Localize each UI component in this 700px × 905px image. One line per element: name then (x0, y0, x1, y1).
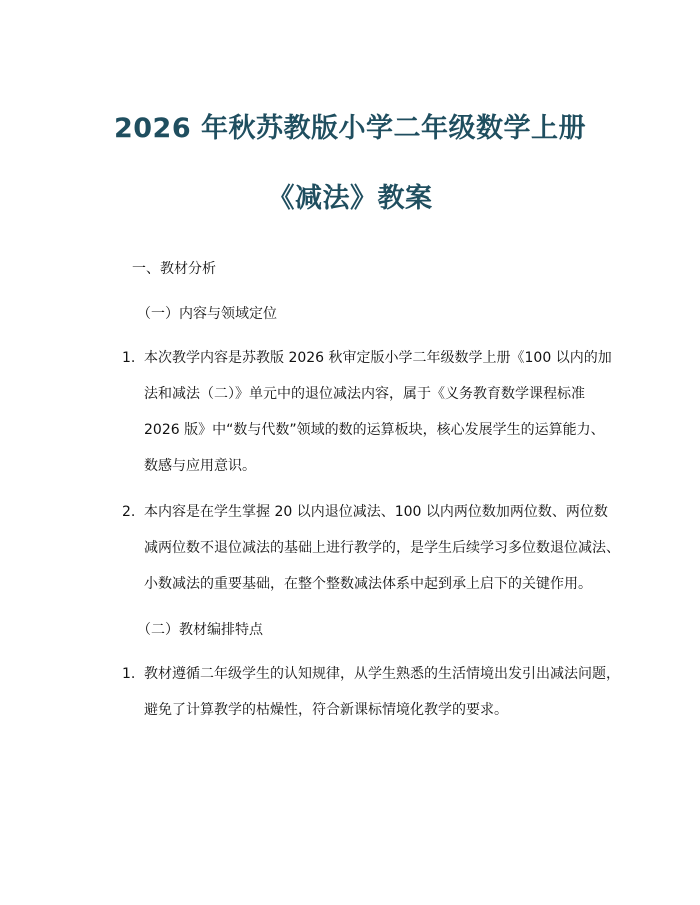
text-line: 避免了计算教学的枯燥性，符合新课标情境化教学的要求。 (144, 702, 508, 718)
text-line: 数感与应用意识。 (144, 458, 256, 474)
text-line: 减两位数不退位减法的基础上进行教学的，是学生后续学习多位数退位减法、 (144, 540, 620, 556)
list-item-text (144, 494, 620, 602)
text-line: 本次教学内容是苏教版 2026 秋审定版小学二年级数学上册《100 以内的加 (144, 350, 612, 366)
subsection-heading-textbook-arrangement: （二）教材编排特点 (137, 622, 263, 638)
list-item (122, 340, 612, 484)
list-item (122, 656, 620, 728)
subsection-heading-content-positioning: （一）内容与领域定位 (137, 306, 277, 322)
list-item (122, 494, 620, 602)
text-line: 法和减法（二）》单元中的退位减法内容，属于《义务教育数学课程标准 (144, 386, 585, 402)
document-title-line-1: 2026 年秋苏教版小学二年级数学上册 (113, 113, 587, 144)
list-item-text (144, 340, 612, 484)
text-line: 教材遵循二年级学生的认知规律，从学生熟悉的生活情境出发引出减法问题， (144, 666, 620, 682)
list-item-number: 1. (122, 350, 136, 366)
list-item-text (144, 656, 620, 728)
list-item-number: 1. (122, 666, 136, 682)
text-line: 2026 版》中“数与代数”领域的数的运算板块，核心发展学生的运算能力、 (144, 422, 605, 438)
text-line: 本内容是在学生掌握 20 以内退位减法、100 以内两位数加两位数、两位数 (144, 504, 608, 520)
list-item-number: 2. (122, 504, 136, 520)
section-heading-textbook-analysis: 一、教材分析 (132, 261, 216, 277)
text-line: 小数减法的重要基础，在整个整数减法体系中起到承上启下的关键作用。 (144, 576, 592, 592)
document-title-line-2: 《减法》教案 (267, 183, 433, 214)
